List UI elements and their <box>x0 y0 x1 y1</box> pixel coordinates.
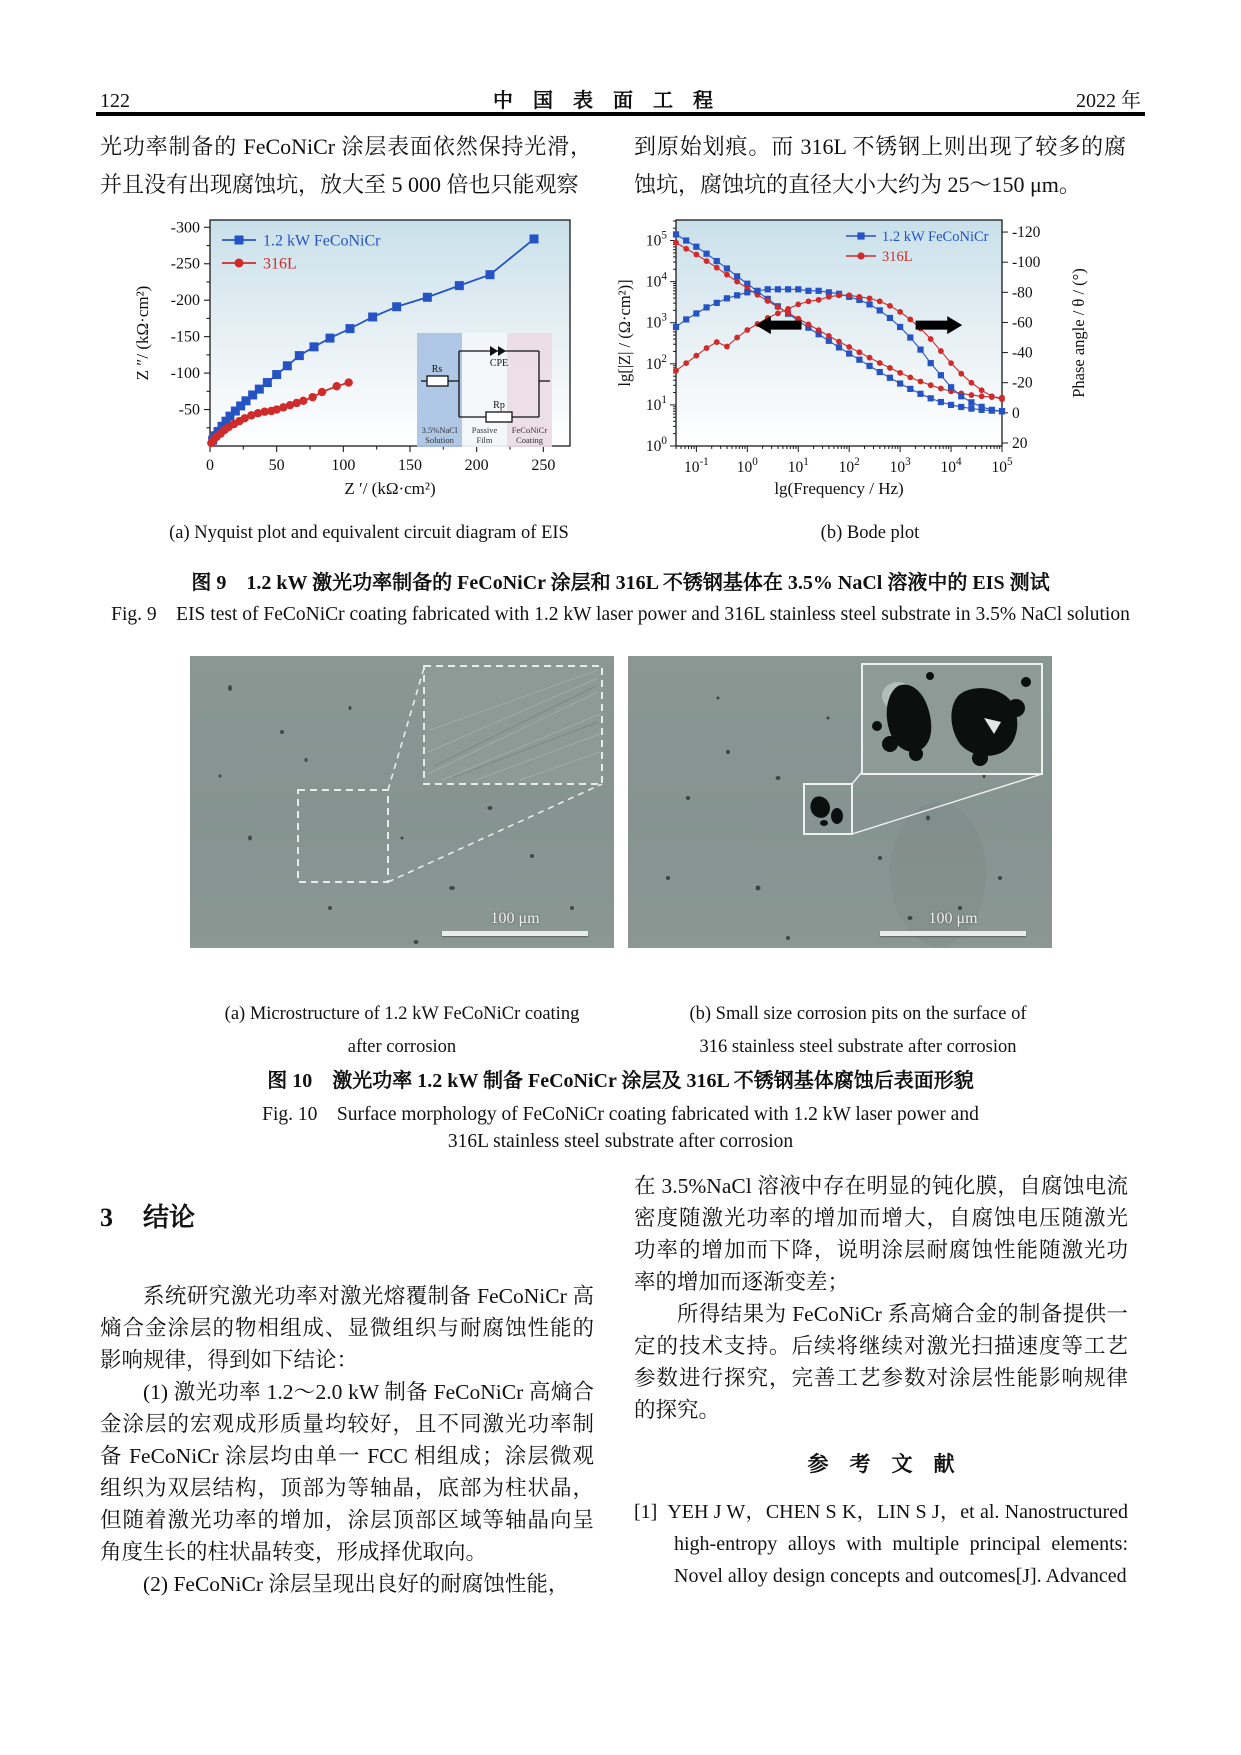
svg-text:-80: -80 <box>1012 284 1033 302</box>
svg-text:Rs: Rs <box>431 364 443 375</box>
scale-bar-label: 100 μm <box>928 910 978 927</box>
svg-text:lg(Frequency / Hz): lg(Frequency / Hz) <box>774 479 904 498</box>
section-number: 3 <box>100 1203 113 1232</box>
equivalent-circuit-inset <box>417 333 552 447</box>
year-label: 2022 年 <box>1076 90 1141 112</box>
reference-item-1 <box>634 1496 1128 1592</box>
fig10-caption-en-line1: Fig. 10 Surface morphology of FeCoNiCr coating fabricated with 1.2 kW laser power and <box>262 1104 979 1125</box>
svg-text:20: 20 <box>1012 434 1028 452</box>
header-rule <box>96 112 1145 116</box>
page-number: 122 <box>100 90 130 112</box>
svg-text:-300: -300 <box>170 219 200 237</box>
svg-text:1.2 kW FeCoNiCr: 1.2 kW FeCoNiCr <box>882 229 989 245</box>
conclusion-paragraph-4: 在 3.5%NaCl 溶液中存在明显的钝化膜，自腐蚀电流密度随激光功率的增加而增大，自腐蚀电压随激光功率的增加而下降，说明涂层耐腐蚀性能随激光功率的增加而逐渐变差； <box>634 1174 1128 1294</box>
svg-text:Solution: Solution <box>425 435 454 445</box>
svg-text:CPE: CPE <box>489 358 509 369</box>
fig9-caption-zh: 图 9 1.2 kW 激光功率制备的 FeCoNiCr 涂层和 316L 不锈钢基体在 3.5% NaCl 溶液中的 EIS 测试 <box>191 572 1050 594</box>
fig10-caption-zh: 图 10 激光功率 1.2 kW 制备 FeCoNiCr 涂层及 316L 不锈钢基体腐蚀后表面形貌 <box>267 1070 974 1092</box>
svg-text:Coating: Coating <box>516 435 543 445</box>
svg-text:105: $10^5$ <box>991 456 1013 476</box>
fig10-caption-en-line2: 316L stainless steel substrate after corrosion <box>447 1131 794 1152</box>
svg-text:316L: 316L <box>263 255 297 273</box>
zoom-region-box <box>298 790 388 882</box>
svg-text:105: $10^5$ <box>645 229 667 250</box>
conclusion-paragraph-5: 所得结果为 FeCoNiCr 系高熵合金的制备提供一定的技术支持。后续将继续对激光扫描速度等工艺参数进行探究，完善工艺参数对涂层性能影响规律的探究。 <box>634 1302 1128 1422</box>
zoom-connector-line <box>852 772 862 784</box>
svg-text:Z ″/ (kΩ·cm²): Z ″/ (kΩ·cm²) <box>133 285 152 381</box>
svg-text:-40: -40 <box>1012 344 1033 362</box>
svg-text:316L: 316L <box>882 249 913 265</box>
scale-bar <box>442 910 588 936</box>
section-title: 结论 <box>143 1203 196 1232</box>
conclusion-paragraph-3: (2) FeCoNiCr 涂层呈现出良好的耐腐蚀性能， <box>143 1572 570 1596</box>
intro-paragraph-left: 光功率制备的 FeCoNiCr 涂层表面依然保持光滑，并且没有出现腐蚀坑，放大至 5 000 倍也只能观察 <box>100 134 592 197</box>
svg-text:-20: -20 <box>1012 374 1033 392</box>
figure9a-nyquist <box>118 194 620 544</box>
svg-text:-200: -200 <box>170 292 200 310</box>
fig10a-subcaption <box>150 998 654 1064</box>
fig10b-subcaption-line2: 316 stainless steel substrate after corrosion <box>699 1037 1017 1057</box>
zoom-connector-line <box>388 784 602 882</box>
svg-text:102: $10^2$ <box>838 456 860 476</box>
svg-text:-150: -150 <box>170 328 200 346</box>
svg-text:150: 150 <box>398 457 422 474</box>
svg-text:103: $10^3$ <box>645 311 667 332</box>
svg-text:lg[|Z| / (Ω·cm²)]: lg[|Z| / (Ω·cm²)] <box>615 279 634 387</box>
fig10b-subcaption <box>606 998 1110 1064</box>
bode-chart <box>610 194 1130 510</box>
svg-text:Phase angle / θ / (°): Phase angle / θ / (°) <box>1069 268 1088 398</box>
svg-text:10-1: $10^{-1}$ <box>683 456 709 476</box>
svg-text:-100: -100 <box>170 365 200 383</box>
svg-text:100: $10^0$ <box>736 456 758 476</box>
svg-text:-120: -120 <box>1012 224 1041 242</box>
section-heading <box>100 1200 594 1236</box>
svg-text:103: $10^3$ <box>889 456 911 476</box>
conclusion-paragraph-1: 系统研究激光功率对激光熔覆制备 FeCoNiCr 高熵合金涂层的物相组成、显微组织与耐腐蚀性能的影响规律，得到如下结论： <box>100 1284 594 1372</box>
sem-image-coating <box>190 656 614 948</box>
small-corrosion-pits <box>810 796 843 826</box>
journal-title: 中 国 表 面 工 程 <box>493 90 713 112</box>
conclusion-paragraph-2: (1) 激光功率 1.2～2.0 kW 制备 FeCoNiCr 高熵合金涂层的宏观成形质量均较好，且不同激光功率制备 FeCoNiCr 涂层均由单一 FCC 相组成；涂层微观组织为双层结构，顶部为等轴晶，底部为柱状晶，但随着激光功率的增加，涂层顶部区域等轴晶向呈角度生长的柱状晶转变，形成择优取向。 <box>100 1380 594 1564</box>
reference-number: [1] <box>634 1501 658 1523</box>
svg-text:Film: Film <box>476 435 493 445</box>
scale-bar-line <box>442 931 588 936</box>
fig9b-subcaption: (b) Bode plot <box>820 523 920 543</box>
svg-text:Z ′/ (kΩ·cm²): Z ′/ (kΩ·cm²) <box>344 479 436 498</box>
svg-text:Rp: Rp <box>493 400 505 411</box>
svg-text:102: $10^2$ <box>645 352 667 373</box>
intro-paragraph-right: 到原始划痕。而 316L 不锈钢上则出现了较多的腐蚀坑，腐蚀坑的直径大小大约为 25～150 μm。 <box>634 134 1126 197</box>
sem-image-b-overlay <box>628 656 1052 948</box>
svg-text:50: 50 <box>268 457 285 474</box>
svg-text:200: 200 <box>464 457 489 474</box>
svg-text:3.5%NaCl: 3.5%NaCl <box>421 425 458 435</box>
svg-text:-60: -60 <box>1012 314 1033 332</box>
svg-text:101: $10^1$ <box>787 456 809 476</box>
svg-text:1.2 kW FeCoNiCr: 1.2 kW FeCoNiCr <box>263 232 381 250</box>
svg-text:100: $10^0$ <box>645 435 667 455</box>
sem-image-substrate <box>628 656 1052 948</box>
fig10b-subcaption-line1: (b) Small size corrosion pits on the surface of <box>689 1004 1027 1024</box>
scale-bar-label: 100 μm <box>490 910 540 927</box>
svg-text:0: 0 <box>206 457 214 474</box>
fig10a-subcaption-line1: (a) Microstructure of 1.2 kW FeCoNiCr coating <box>224 1004 580 1024</box>
svg-text:Passive: Passive <box>471 425 498 435</box>
zoom-connector-line <box>388 668 424 790</box>
svg-text:101: $10^1$ <box>645 393 667 414</box>
fig10a-subcaption-line2: after corrosion <box>347 1037 457 1057</box>
sem-image-a-overlay <box>190 656 614 948</box>
svg-text:-50: -50 <box>178 401 200 419</box>
svg-text:104: $10^4$ <box>940 456 962 476</box>
svg-text:100: 100 <box>331 457 356 474</box>
svg-text:-250: -250 <box>170 255 200 273</box>
page-header <box>100 84 1141 113</box>
conclusion-column-left <box>100 1200 594 1600</box>
scale-bar-line <box>880 931 1026 936</box>
svg-text:0: 0 <box>1012 404 1020 422</box>
svg-text:104: $10^4$ <box>645 270 667 291</box>
fig9a-subcaption: (a) Nyquist plot and equivalent circuit diagram of EIS <box>169 523 569 543</box>
svg-text:-100: -100 <box>1012 254 1041 272</box>
svg-text:FeCoNiCr: FeCoNiCr <box>511 425 548 435</box>
nyquist-chart <box>118 194 620 510</box>
svg-text:250: 250 <box>531 457 556 474</box>
conclusion-column-right <box>634 1170 1128 1592</box>
figure9b-bode <box>610 194 1130 544</box>
fig9-caption-en: Fig. 9 EIS test of FeCoNiCr coating fabricated with 1.2 kW laser power and 316L stainless steel substrate in 3.5% NaCl solution <box>111 604 1130 625</box>
reference-text: YEH J W，CHEN S K，LIN S J，et al. Nanostructured high-entropy alloys with multiple principal elements: Novel alloy design concepts and outcomes[J]. Advanced <box>667 1501 1128 1587</box>
references-heading: 参 考 文 献 <box>807 1452 955 1476</box>
scale-bar <box>880 910 1026 936</box>
